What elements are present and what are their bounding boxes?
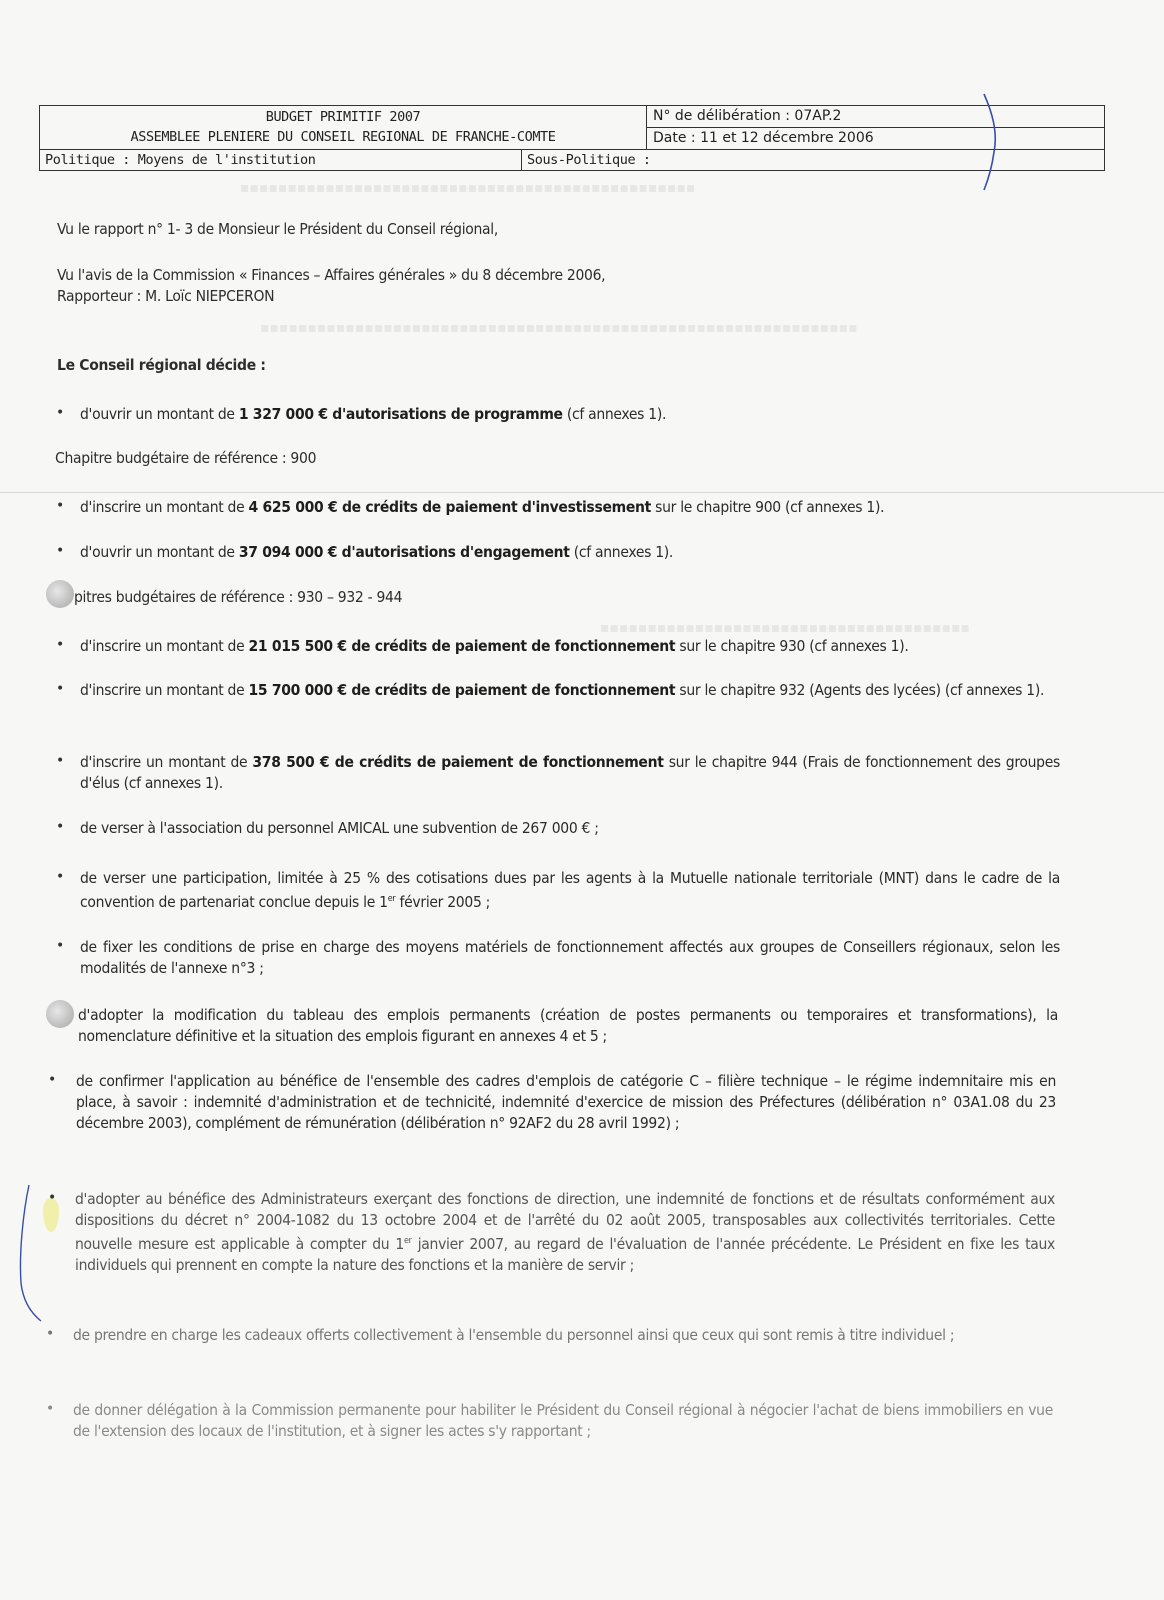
bullet-icon: •: [56, 405, 65, 421]
decision-item: d'inscrire un montant de 378 500 € de crédits de paiement de fonctionnement sur le chapitre 944 (Frais de fonctionnement des groupes d'élus (cf annexes 1).: [80, 753, 1060, 792]
decision-heading: Le Conseil régional décide :: [57, 356, 266, 374]
bullet-icon: •: [48, 1190, 57, 1206]
bleed-through-text: ▪▪▪▪▪▪▪▪▪▪▪▪▪▪▪▪▪▪▪▪▪▪▪▪▪▪▪▪▪▪▪▪▪▪▪▪▪▪▪: [600, 620, 971, 636]
deliberation-date: Date : 11 et 12 décembre 2006: [653, 130, 874, 146]
preamble-rapporteur: Rapporteur : M. Loïc NIEPCERON: [57, 287, 275, 305]
bullet-icon: •: [56, 819, 65, 835]
chapitre-reference-900: Chapitre budgétaire de référence : 900: [55, 449, 317, 467]
bullet-icon: •: [46, 1401, 55, 1417]
bullet-icon: •: [56, 869, 65, 885]
bullet-icon: •: [48, 1072, 57, 1088]
bleed-through-text: ▪▪▪▪▪▪▪▪▪▪▪▪▪▪▪▪▪▪▪▪▪▪▪▪▪▪▪▪▪▪▪▪▪▪▪▪▪▪▪▪▪▪▪▪▪▪▪▪▪▪▪▪▪▪▪▪▪▪▪▪▪▪▪: [260, 320, 858, 336]
chapitres-reference-930: pitres budgétaires de référence : 930 – 932 - 944: [74, 588, 403, 606]
decision-item: de fixer les conditions de prise en charge des moyens matériels de fonctionnement affectés aux groupes de Conseillers régionaux, selon les modalités de l'annexe n°3 ;: [80, 938, 1060, 977]
preamble-avis: Vu l'avis de la Commission « Finances – Affaires générales » du 8 décembre 2006,: [57, 266, 606, 284]
decision-item: d'adopter la modification du tableau des emplois permanents (création de postes permanents ou temporaires et transformations), la nomenclature définitive et la situation des emplois figurant en annexes 4 et 5 ;: [78, 1006, 1058, 1045]
punch-hole: [46, 1000, 74, 1028]
decision-item: d'adopter au bénéfice des Administrateurs exerçant des fonctions de direction, une indemnité de fonctions et de résultats conformément aux dispositions du décret n° 2004-1082 du 13 octobre 2004 et de l'arrêté du 02 août 2005, transposables aux collectivités territoriales. Cette nouvelle mesure est applicable à compter du 1er janvier 2007, au regard de l'évaluation de l'année précédente. Le Président en fixe les taux individuels qui prennent en compte la nature des fonctions et la manière de servir ;: [75, 1190, 1055, 1275]
bullet-icon: •: [46, 1326, 55, 1342]
decision-item: de donner délégation à la Commission permanente pour habiliter le Président du Conseil régional à négocier l'achat de biens immobiliers en vue de l'extension des locaux de l'institution, et à signer les actes s'y rapportant ;: [73, 1401, 1053, 1440]
decision-item: d'ouvrir un montant de 37 094 000 € d'autorisations d'engagement (cf annexes 1).: [80, 543, 674, 561]
decision-item: d'ouvrir un montant de 1 327 000 € d'autorisations de programme (cf annexes 1).: [80, 405, 667, 423]
decision-item: de verser une participation, limitée à 25 % des cotisations dues par les agents à la Mutuelle nationale territoriale (MNT) dans le cadre de la convention de partenariat conclue depuis le 1er février 2005 ;: [80, 869, 1060, 912]
decision-item: de verser à l'association du personnel AMICAL une subvention de 267 000 € ;: [80, 819, 599, 837]
sous-politique-field: Sous-Politique :: [527, 152, 651, 168]
bullet-icon: •: [56, 753, 65, 769]
politique-field: Politique : Moyens de l'institution: [40, 150, 522, 170]
decision-item: d'inscrire un montant de 15 700 000 € de crédits de paiement de fonctionnement sur le chapitre 932 (Agents des lycées) (cf annexes 1).: [80, 681, 1045, 699]
decision-item: de prendre en charge les cadeaux offerts collectivement à l'ensemble du personnel ainsi que ceux qui sont remis à titre individuel ;: [73, 1326, 955, 1344]
budget-title: BUDGET PRIMITIF 2007: [265, 109, 421, 125]
bullet-icon: •: [56, 498, 65, 514]
punch-hole: [46, 580, 74, 608]
paper-fold-line: [0, 492, 1164, 493]
header-table: [39, 105, 1105, 171]
pen-annotation-arc: [980, 92, 1010, 192]
decision-item: d'inscrire un montant de 21 015 500 € de crédits de paiement de fonctionnement sur le chapitre 930 (cf annexes 1).: [80, 637, 909, 655]
bullet-icon: •: [56, 681, 65, 697]
bullet-icon: •: [56, 938, 65, 954]
bleed-through-text: ▪▪▪▪▪▪▪▪▪▪▪▪▪▪▪▪▪▪▪▪▪▪▪▪▪▪▪▪▪▪▪▪▪▪▪▪▪▪▪▪▪▪▪▪▪▪▪▪: [240, 180, 696, 196]
decision-item: de confirmer l'application au bénéfice de l'ensemble des cadres d'emplois de catégorie C – filière technique – le régime indemnitaire mis en place, à savoir : indemnité d'administration et de technicité, indemnité d'exercice de mission des Préfectures (délibération n° 03A1.08 du 23 décembre 2003), complément de rémunération (délibération n° 92AF2 du 28 avril 1992) ;: [76, 1072, 1056, 1132]
preamble-rapport: Vu le rapport n° 1- 3 de Monsieur le Président du Conseil régional,: [57, 220, 499, 238]
header-title-cell: [40, 106, 647, 149]
assembly-title: ASSEMBLEE PLENIERE DU CONSEIL REGIONAL DE FRANCHE-COMTE: [130, 129, 556, 145]
bullet-icon: •: [56, 543, 65, 559]
deliberation-number: N° de délibération : 07AP.2: [647, 106, 1104, 128]
decision-item: d'inscrire un montant de 4 625 000 € de crédits de paiement d'investissement sur le chapitre 900 (cf annexes 1).: [80, 498, 885, 516]
bullet-icon: •: [56, 637, 65, 653]
